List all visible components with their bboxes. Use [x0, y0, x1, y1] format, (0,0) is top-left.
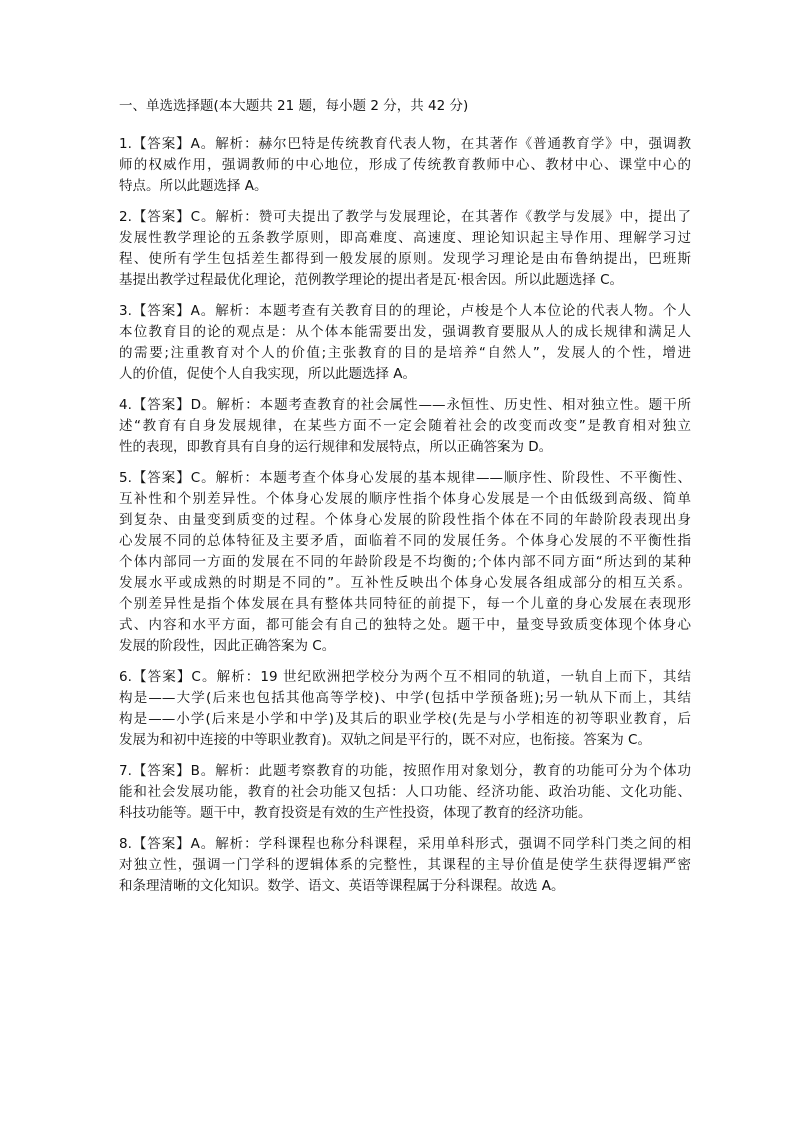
answer-line: 本位教育目的论的观点是：从个体本能需要出发，强调教育要服从人的成长规律和满足人 [119, 324, 691, 340]
answer-line: 6.【答案】C。解析：19 世纪欧洲把学校分为两个互不相同的轨道，一轨自上而下，其结 [119, 669, 691, 685]
answer-line: 个体内部同一方面的发展在不同的年龄阶段是不均衡的;个体内部不同方面“所达到的某种 [119, 554, 691, 570]
answer-line: 发展水平或成熟的时期是不同的”。互补性反映出个体身心发展各组成部分的相互关系。 [119, 575, 691, 591]
answer-line: 式、内容和水平方面，都可能会有自己的独特之处。题干中，量变导致质变体现个体身心 [119, 617, 691, 633]
answer-item-6 [119, 667, 691, 751]
answer-line: 发展性教学理论的五条教学原则，即高难度、高速度、理论知识起主导作用、理解学习过 [119, 230, 691, 246]
answer-line: 8.【答案】A。解析：学科课程也称分科课程，采用单科形式，强调不同学科门类之间的相 [119, 836, 691, 852]
answer-line: 个别差异性是指个体发展在具有整体共同特征的前提下，每一个儿童的身心发展在表现形 [119, 596, 691, 612]
answer-line: 发展的阶段性，因此正确答案为 C。 [119, 638, 336, 654]
answer-line: 科技功能等。题干中，教育投资是有效的生产性投资，体现了教育的经济功能。 [119, 805, 592, 821]
answer-item-2 [119, 207, 691, 291]
answer-line: 1.【答案】A。解析：赫尔巴特是传统教育代表人物，在其著作《普通教育学》中，强调教 [119, 136, 691, 152]
answer-line: 性的表现，即教育具有自身的运行规律和发展特点，所以正确答案为 D。 [119, 439, 553, 455]
answer-line: 4.【答案】D。解析：本题考查教育的社会属性——永恒性、历史性、相对独立性。题干所 [119, 397, 691, 413]
answer-line: 5.【答案】C。解析：本题考查个体身心发展的基本规律——顺序性、阶段性、不平衡性、 [119, 470, 691, 486]
document-page [119, 96, 691, 907]
answer-item-1 [119, 134, 691, 197]
answer-line: 基提出教学过程最优化理论，范例教学理论的提出者是瓦·根舍因。所以此题选择 C。 [119, 272, 624, 288]
answer-line: 发展为和初中连接的中等职业教育)。双轨之间是平行的，既不对应，也衔接。答案为 C。 [119, 732, 651, 748]
answer-line: 人的价值，促使个人自我实现，所以此题选择 A。 [119, 366, 417, 382]
section-heading: 一、单选选择题(本大题共 21 题，每小题 2 分，共 42 分) [119, 98, 469, 114]
answer-line: 述“教育有自身发展规律，在某些方面不一定会随着社会的改变而改变”是教育相对独立 [119, 418, 691, 434]
answer-item-8 [119, 834, 691, 897]
answer-line: 7.【答案】B。解析：此题考察教育的功能，按照作用对象划分，教育的功能可分为个体功 [119, 763, 691, 779]
answer-line: 构是——大学(后来也包括其他高等学校)、中学(包括中学预备班);另一轨从下而上，其结 [119, 690, 691, 706]
answer-line: 互补性和个别差异性。个体身心发展的顺序性指个体身心发展是一个由低级到高级、简单 [119, 491, 691, 507]
answer-line: 和条理清晰的文化知识。数学、语文、英语等课程属于分科课程。故选 A。 [119, 878, 565, 894]
answer-item-3 [119, 301, 691, 385]
answer-line: 2.【答案】C。解析：赞可夫提出了教学与发展理论，在其著作《教学与发展》中，提出了 [119, 209, 691, 225]
answer-line: 能和社会发展功能，教育的社会功能又包括：人口功能、经济功能、政治功能、文化功能、 [119, 784, 691, 800]
answer-line: 师的权威作用，强调教师的中心地位，形成了传统教育教师中心、教材中心、课堂中心的 [119, 157, 691, 173]
answer-item-4 [119, 395, 691, 458]
answer-line: 心发展不同的总体特征及主要矛盾，面临着不同的发展任务。个体身心发展的不平衡性指 [119, 533, 691, 549]
answer-line: 到复杂、由量变到质变的过程。个体身心发展的阶段性指个体在不同的年龄阶段表现出身 [119, 512, 691, 528]
answer-list [119, 134, 691, 897]
answer-line: 构是——小学(后来是小学和中学)及其后的职业学校(先是与小学相连的初等职业教育，后 [119, 711, 691, 727]
answer-item-7 [119, 761, 691, 824]
answer-item-5 [119, 468, 691, 657]
answer-line: 对独立性，强调一门学科的逻辑体系的完整性，其课程的主导价值是使学生获得逻辑严密 [119, 857, 691, 873]
answer-line: 3.【答案】A。解析：本题考查有关教育目的的理论，卢梭是个人本位论的代表人物。个人 [119, 303, 691, 319]
answer-line: 特点。所以此题选择 A。 [119, 178, 268, 194]
answer-line: 程、使所有学生包括差生都得到一般发展的原则。发现学习理论是由布鲁纳提出，巴班斯 [119, 251, 691, 267]
answer-line: 的需要;注重教育对个人的价值;主张教育的目的是培养“自然人”，发展人的个性，增进 [119, 345, 691, 361]
